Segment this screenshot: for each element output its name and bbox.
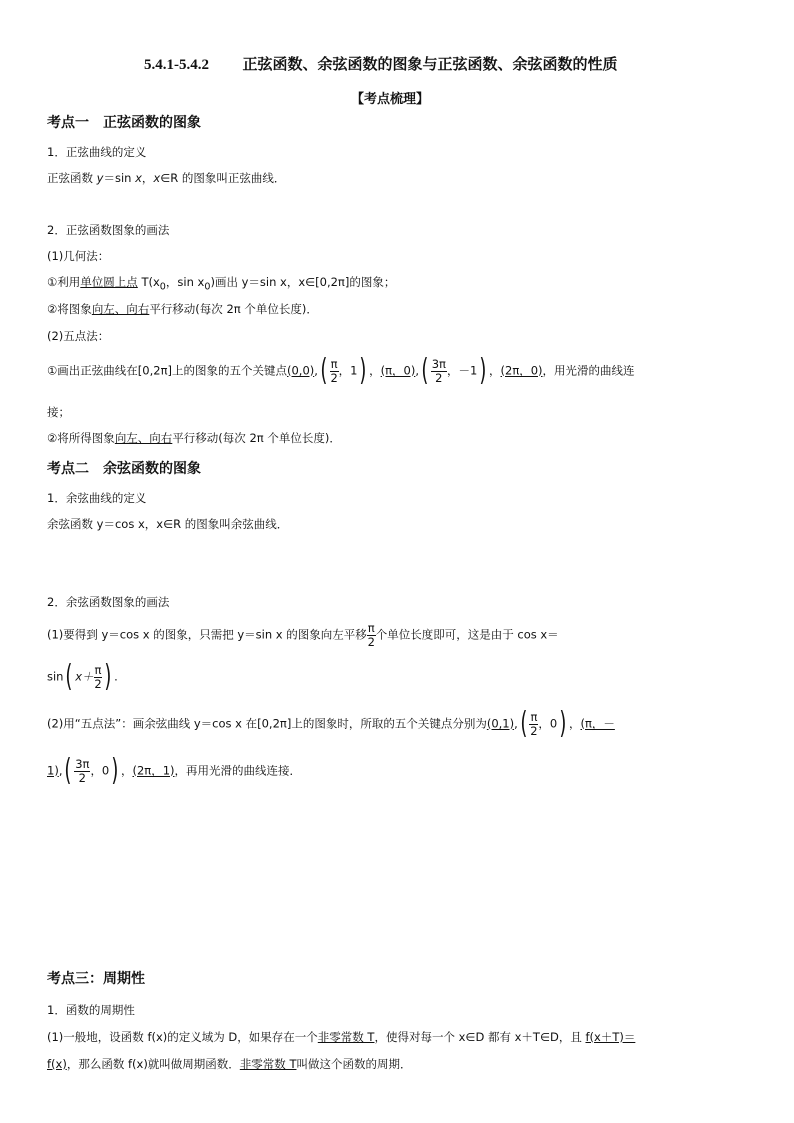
s3-line-2: (1)一般地，设函数 f(x)的定义域为 D，如果存在一个非零常数 T，使得对每一个 x∈D 都有 x＋T∈D，且 f(x＋T)＝ — [47, 1030, 636, 1044]
s3-line-3: f(x)，那么函数 f(x)就叫做周期函数．非零常数 T叫做这个函数的周期． — [47, 1057, 412, 1071]
s1-line-5: ①利用单位圆上点 $T(x_0$，$\sin x_0$)画出 y＝sin x，x∈[0,2π]的图象； — [47, 275, 396, 293]
title-number: 5.4.1-5.4.2 — [144, 57, 209, 73]
s2-line-3: 2．余弦函数图象的画法 — [47, 595, 170, 609]
s1-line-9: 接； — [47, 405, 70, 419]
s1-line-7: (2)五点法： — [47, 329, 110, 343]
s1-line-2: 正弦函数 y＝sin x，x∈R 的图象叫正弦曲线． — [47, 171, 286, 185]
section-subtitle: 【考点梳理】 — [351, 92, 430, 107]
s2-line-1: 1．余弦曲线的定义 — [47, 491, 147, 505]
section-heading-3: 考点三：周期性 — [47, 971, 145, 987]
s2-line-2: 余弦函数 y＝cos x，x∈R 的图象叫余弦曲线． — [47, 517, 289, 531]
s3-line-1: 1．函数的周期性 — [47, 1003, 135, 1017]
s1-line-1: 1．正弦曲线的定义 — [47, 145, 147, 159]
section-heading-2: 考点二 余弦函数的图象 — [47, 461, 201, 477]
s2-line-5: sin( x＋ $\frac{\pi}{2}$ ) . — [47, 659, 118, 694]
title-text: 正弦函数、余弦函数的图象与正弦函数、余弦函数的性质 — [242, 57, 618, 73]
s1-line-10: ②将所得图象向左、向右平行移动(每次 2π 个单位长度)． — [47, 431, 341, 445]
s1-line-8: ①画出正弦曲线在[0,2π]上的图象的五个关键点(0,0),( $\frac{\pi}{2}$ ，1) ，(π，0),( $\frac{3\pi}{2}$ ，－1) ，(2π，0)，用光滑的曲线连 — [47, 353, 635, 388]
s1-line-4: (1)几何法： — [47, 249, 110, 263]
section-heading-1: 考点一 正弦函数的图象 — [47, 115, 201, 131]
s1-line-3: 2．正弦函数图象的画法 — [47, 223, 170, 237]
s2-line-4: (1)要得到 y＝cos x 的图象，只需把 y＝sin x 的图象向左平移 $\frac{\pi}{2}$ 个单位长度即可，这是由于 cos x＝ — [47, 621, 559, 649]
page-title — [144, 53, 618, 74]
s2-line-6: (2)用“五点法”：画余弦曲线 y＝cos x 在[0,2π]上的图象时，所取的五个关键点分别为(0,1),( $\frac{\pi}{2}$ ，0) ，(π，－ — [47, 706, 615, 741]
s2-line-7: 1),( $\frac{3\pi}{2}$ ，0) ，(2π，1)，再用光滑的曲线连接． — [47, 753, 302, 788]
s1-line-6: ②将图象向左、向右平行移动(每次 2π 个单位长度)． — [47, 302, 318, 316]
